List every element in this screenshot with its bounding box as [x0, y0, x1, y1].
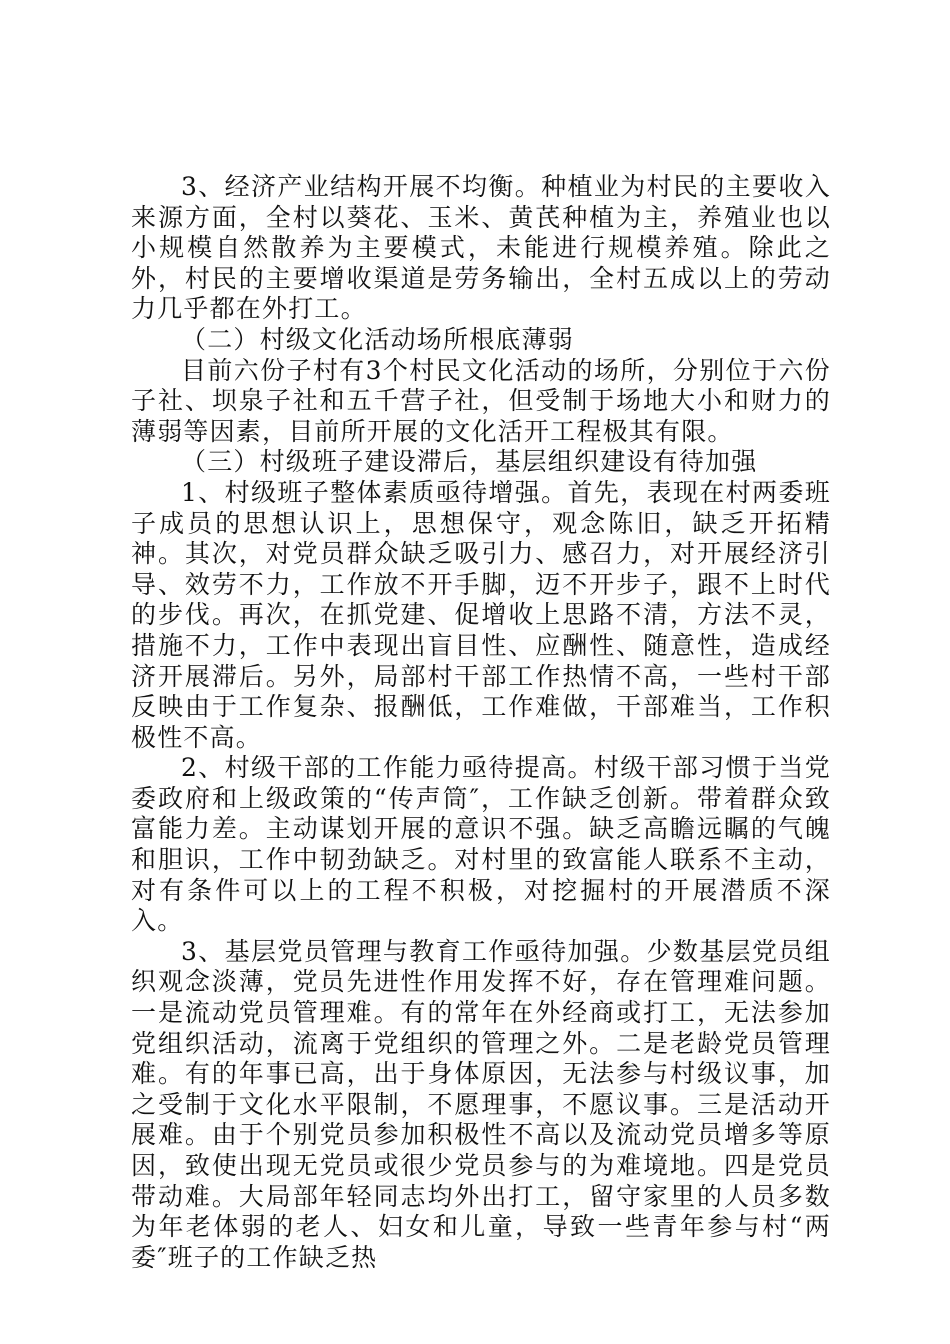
- paragraph-team-quality: 1、村级班子整体素质亟待增强。首先，表现在村两委班子成员的思想认识上，思想保守，观念陈旧，缺乏开拓精神。其次，对党员群众缺乏吸引力、感召力，对开展经济引导、效劳不力，工作放不开手脚，迈不开步子，跟不上时代的步伐。再次，在抓党建、促增收上思路不清，方法不灵，措施不力，工作中表现出盲目性、应酬性、随意性，造成经济开展滞后。另外，局部村干部工作热情不高，一些村干部反映由于工作复杂、报酬低，工作难做，干部难当，工作积极性不高。: [131, 477, 831, 752]
- section-heading-culture: （二）村级文化活动场所根底薄弱: [181, 324, 575, 354]
- section-heading-organization: （三）村级班子建设滞后，基层组织建设有待加强: [181, 447, 758, 477]
- paragraph-culture-venues: 目前六份子村有3个村民文化活动的场所，分别位于六份子社、坝泉子社和五千营子社，但受制于场地大小和财力的薄弱等因素，目前所开展的文化活开工程极其有限。: [131, 355, 831, 446]
- document-body: [131, 172, 831, 1273]
- paragraph-party-member-management: 3、基层党员管理与教育工作亟待加强。少数基层党员组织观念淡薄，党员先进性作用发挥不好，存在管理难问题。一是流动党员管理难。有的常年在外经商或打工，无法参加党组织活动，流离于党组织的管理之外。二是老龄党员管理难。有的年事已高，出于身体原因，无法参与村级议事，加之受制于文化水平限制，不愿理事，不愿议事。三是活动开展难。由于个别党员参加积极性不高以及流动党员增多等原因，致使出现无党员或很少党员参与的为难境地。四是党员带动难。大局部年轻同志均外出打工，留守家里的人员多数为年老体弱的老人、妇女和儿童，导致一些青年参与村“两委″班子的工作缺乏热: [131, 936, 831, 1272]
- paragraph-economic-structure: 3、经济产业结构开展不均衡。种植业为村民的主要收入来源方面，全村以葵花、玉米、黄芪种植为主，养殖业也以小规模自然散养为主要模式，未能进行规模养殖。除此之外，村民的主要增收渠道是劳务输出，全村五成以上的劳动力几乎都在外打工。: [131, 172, 831, 324]
- paragraph-cadre-ability: 2、村级干部的工作能力亟待提高。村级干部习惯于当党委政府和上级政策的“传声筒″，工作缺乏创新。带着群众致富能力差。主动谋划开展的意识不强。缺乏高瞻远瞩的气魄和胆识，工作中韧劲缺乏。对村里的致富能人联系不主动，对有条件可以上的工程不积极，对挖掘村的开展潜质不深入。: [131, 753, 831, 936]
